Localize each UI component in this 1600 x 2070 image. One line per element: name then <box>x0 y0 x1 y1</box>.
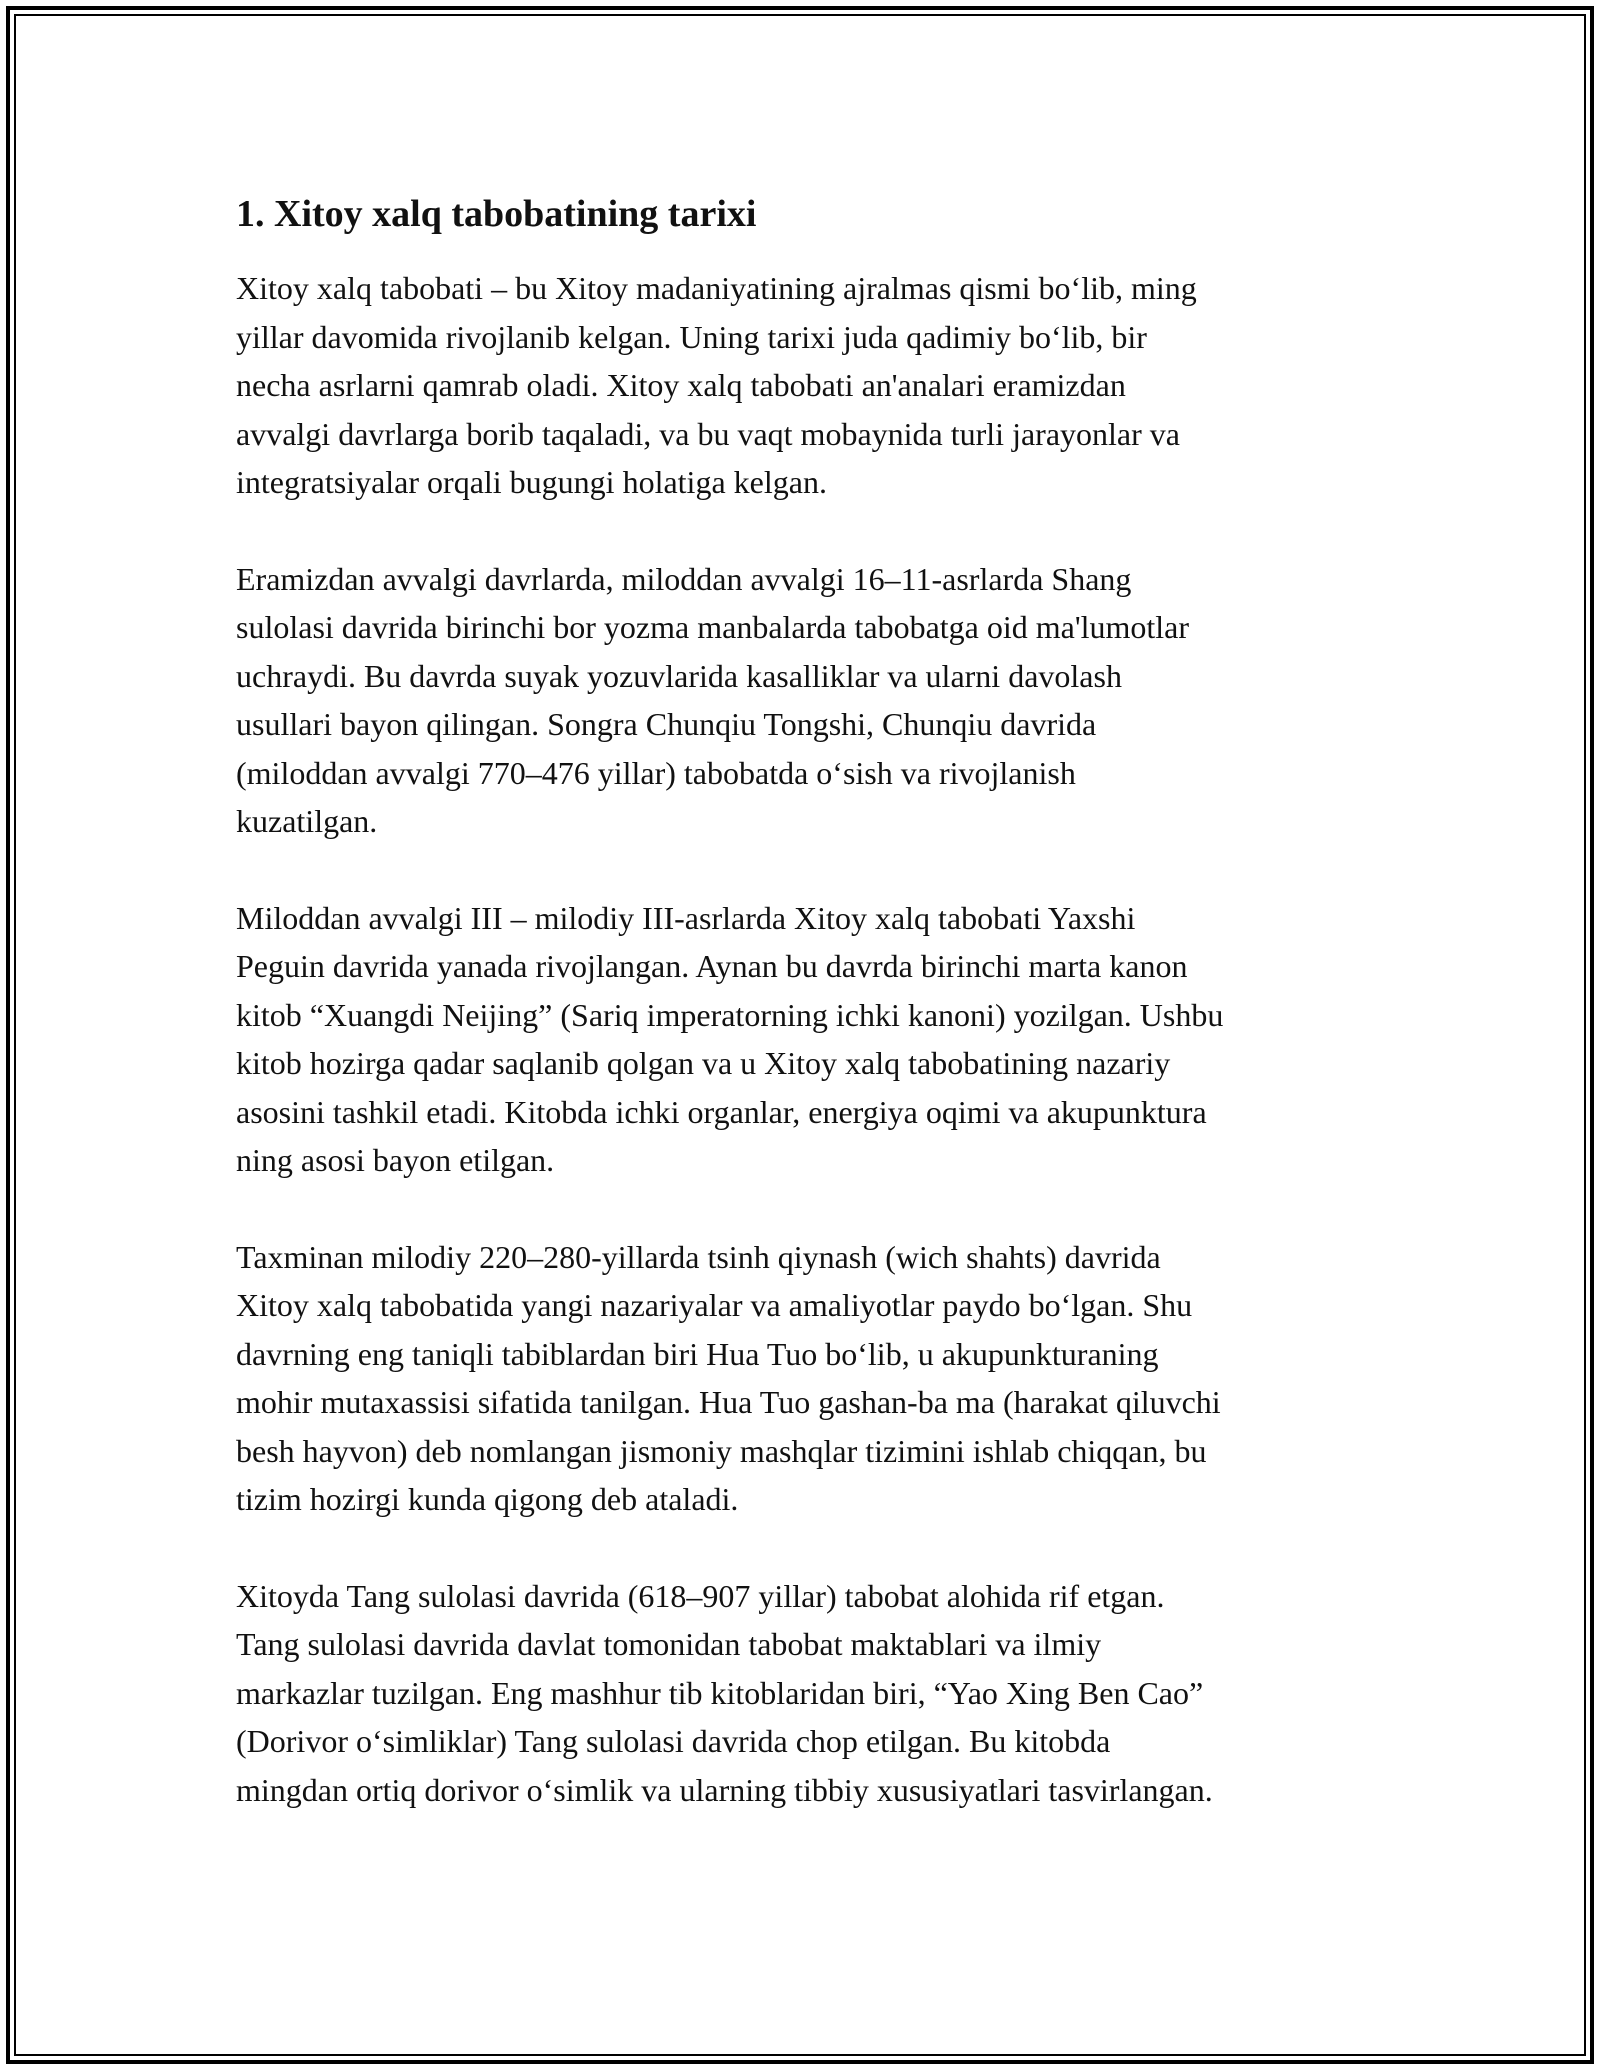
paragraph-5: Xitoyda Tang sulolasi davrida (618–907 yillar) tabobat alohida rif etgan. Tang sulolasi davrida davlat tomonidan tabobat maktablari va ilmiy markazlar tuzilgan. Eng mashhur tib kitoblaridan biri, “Yao Xing Ben Cao” (Dorivor o‘simliklar) Tang sulolasi davrida chop etilgan. Bu kitobda mingdan ortiq dorivor o‘simlik va ularning tibbiy xususiyatlari tasvirlangan. <box>236 1577 1213 1808</box>
paragraph-1: Xitoy xalq tabobati – bu Xitoy madaniyatining ajralmas qismi bo‘lib, ming yillar davomida rivojlanib kelgan. Uning tarixi juda qadimiy bo‘lib, bir necha asrlarni qamrab oladi. Xitoy xalq tabobati an'analari eramizdan avvalgi davrlarga borib taqaladi, va bu vaqt mobaynida turli jarayonlar va integratsiyalar orqali bugungi holatiga kelgan. <box>236 270 1197 500</box>
paragraph-2: Eramizdan avvalgi davrlarda, miloddan avvalgi 16–11-asrlarda Shang sulolasi davrida birinchi bor yozma manbalarda tabobatga oid ma'lumotlar uchraydi. Bu davrda suyak yozuvlarida kasalliklar va ularni davolash usullari bayon qilingan. Songra Chunqiu Tongshi, Chunqiu davrida (miloddan avvalgi 770–476 yillar) tabobatda o‘sish va rivojlanish kuzatilgan. <box>236 560 1190 839</box>
paragraph-3: Miloddan avvalgi III – milodiy III-asrlarda Xitoy xalq tabobati Yaxshi Peguin davrida yanada rivojlangan. Aynan bu davrda birinchi marta kanon kitob “Xuangdi Neijing” (Sariq imperatorning ichki kanoni) yozilgan. Ushbu kitob hozirga qadar saqlanib qolgan va u Xitoy xalq tabobatining nazariy asosini tashkil etadi. Kitobda ichki organlar, energiya oqimi va akupunktura ning asosi bayon etilgan. <box>236 899 1224 1178</box>
page-title: 1. Xitoy xalq tabobatining tarixi <box>236 193 757 235</box>
document-body <box>236 186 1376 1862</box>
paragraph-4: Taxminan milodiy 220–280-yillarda tsinh qiynash (wich shahts) davrida Xitoy xalq tabobatida yangi nazariyalar va amaliyotlar paydo bo‘lgan. Shu davrning eng taniqli tabiblardan biri Hua Tuo bo‘lib, u akupunkturaning mohir mutaxassisi sifatida tanilgan. Hua Tuo gashan-ba ma (harakat qiluvchi besh hayvon) deb nomlangan jismoniy mashqlar tizimini ishlab chiqqan, bu tizim hozirgi kunda qigong deb ataladi. <box>236 1238 1221 1517</box>
